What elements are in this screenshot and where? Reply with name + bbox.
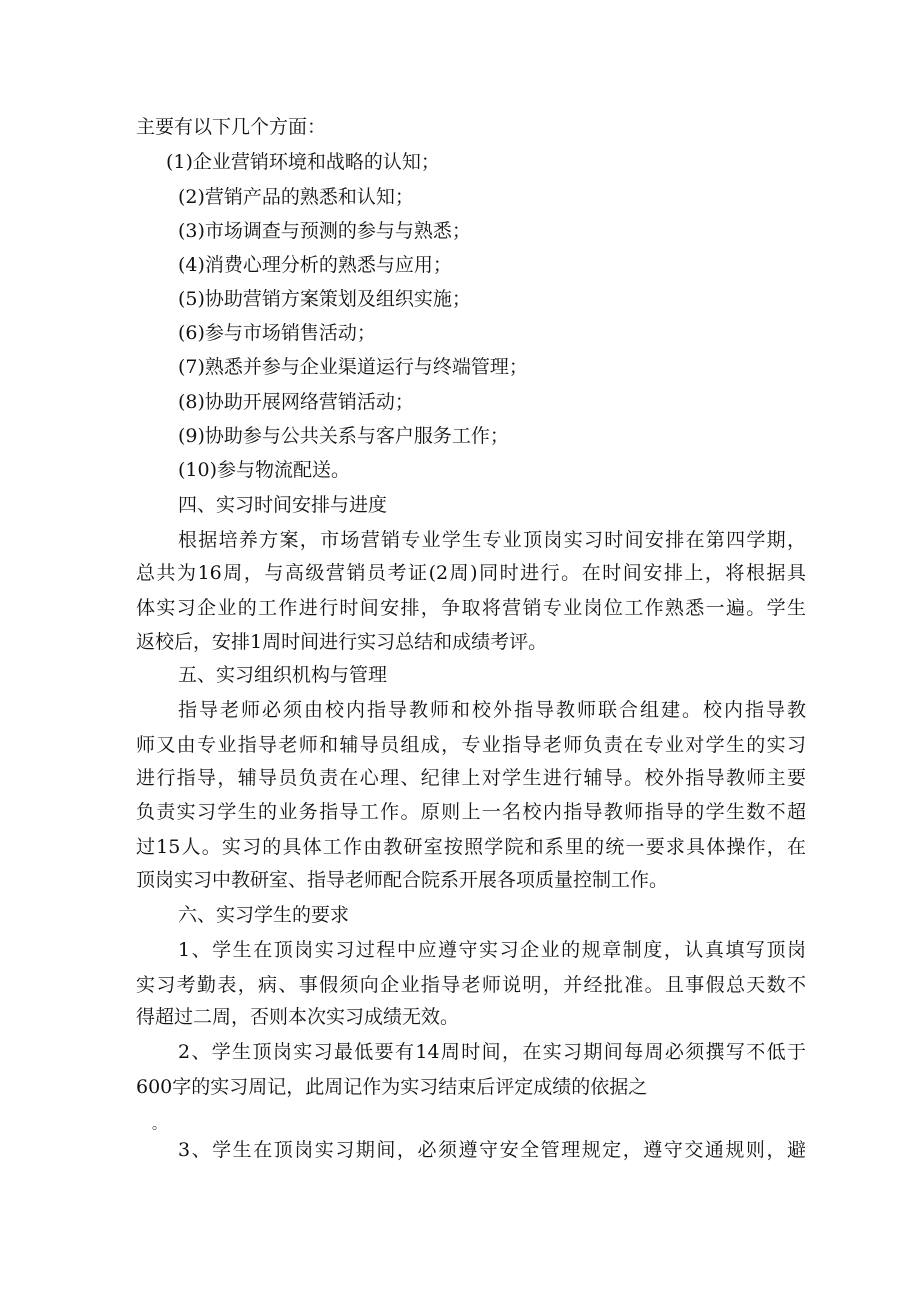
paragraph-line: 返校后，安排1周时间进行实习总结和成绩考评。 [136, 631, 548, 653]
paragraph-line: 根据培养方案，市场营销专业学生专业顶岗实习时间安排在第四学期， [178, 529, 806, 551]
intro-text: 主要有以下几个方面： [136, 116, 327, 138]
paragraph-line: 师又由专业指导老师和辅导员组成，专业指导老师负责在专业对学生的实习 [136, 734, 806, 756]
paragraph-line: 指导老师必须由校内指导教师和校外指导教师联合组建。校内指导教 [178, 699, 806, 721]
paragraph-line: 负责实习学生的业务指导工作。原则上一名校内指导教师指导的学生数不超 [136, 801, 806, 823]
paragraph-line: 。 [152, 1117, 166, 1133]
section-heading: 四、实习时间安排与进度 [178, 494, 388, 516]
paragraph-line: 实习考勤表，病、事假须向企业指导老师说明，并经批准。且事假总天数不 [136, 974, 806, 996]
paragraph-line: 进行指导，辅导员负责在心理、纪律上对学生进行辅导。校外指导教师主要 [136, 767, 806, 789]
paragraph-line: 总共为16周，与高级营销员考证(2周)同时进行。在时间安排上，将根据具 [136, 562, 806, 584]
paragraph-line: 得超过二周，否则本次实习成绩无效。 [136, 1006, 460, 1028]
list-item: (10)参与物流配送。 [178, 459, 351, 481]
section-heading: 五、实习组织机构与管理 [178, 664, 388, 686]
paragraph-line: 体实习企业的工作进行时间安排，争取将营销专业岗位工作熟悉一遍。学生 [136, 597, 806, 619]
paragraph-line: 过15人。实习的具体工作由教研室按照学院和系里的统一要求具体操作，在 [136, 836, 806, 858]
list-item: (7)熟悉并参与企业渠道运行与终端管理； [178, 356, 528, 378]
list-item: (5)协助营销方案策划及组织实施； [178, 288, 471, 310]
paragraph-line: 3、学生在顶岗实习期间，必须遵守安全管理规定，遵守交通规则，避 [178, 1139, 806, 1161]
list-item: (4)消费心理分析的熟悉与应用； [178, 254, 452, 276]
section-heading: 六、实习学生的要求 [178, 904, 350, 926]
paragraph-line: 顶岗实习中教研室、指导老师配合院系开展各项质量控制工作。 [136, 869, 669, 891]
paragraph-line: 1、学生在顶岗实习过程中应遵守实习企业的规章制度，认真填写顶岗 [178, 939, 806, 961]
list-item: (6)参与市场销售活动； [178, 322, 376, 344]
list-item: (3)市场调查与预测的参与与熟悉； [178, 220, 471, 242]
list-item: (8)协助开展网络营销活动； [178, 391, 414, 413]
paragraph-line: 2、学生顶岗实习最低要有14周时间，在实习期间每周必须撰写不低于 [178, 1041, 806, 1063]
list-item: (9)协助参与公共关系与客户服务工作； [178, 425, 509, 447]
list-item: (2)营销产品的熟悉和认知； [178, 186, 414, 208]
paragraph-line: 600字的实习周记，此周记作为实习结束后评定成绩的依据之 [136, 1076, 648, 1098]
list-item: (1)企业营销环境和战略的认知； [166, 151, 440, 173]
